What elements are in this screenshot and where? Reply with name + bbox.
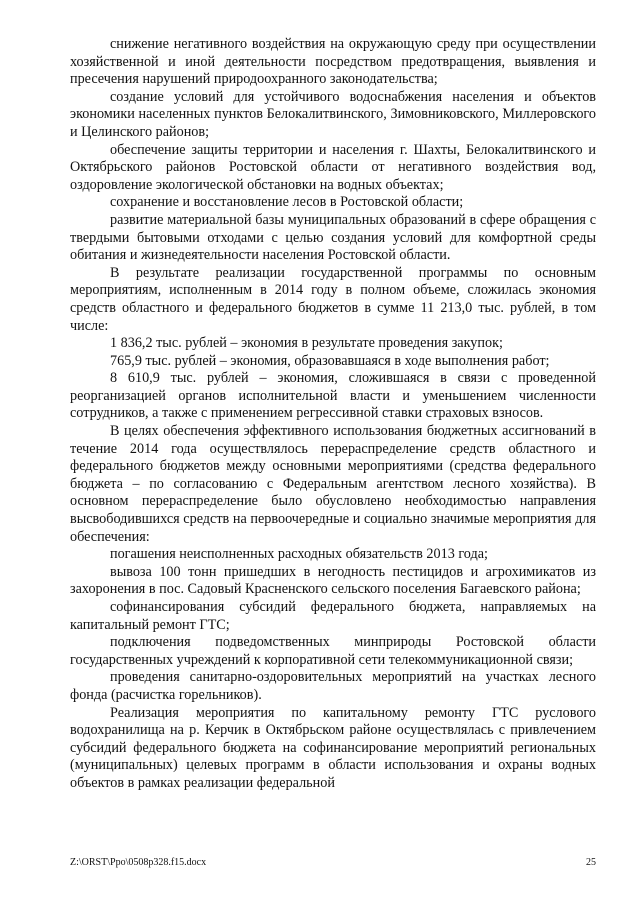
page-number: 25: [586, 857, 596, 868]
paragraph: сохранение и восстановление лесов в Ростовской области;: [110, 194, 464, 211]
paragraph: снижение негативного воздействия на окружающую среду при осуществлении хозяйственной и иной деятельности посредством предотвращения, выявления и пресечения нарушений природоохранного законодательства;: [70, 36, 596, 88]
paragraph: Реализация мероприятия по капитальному ремонту ГТС руслового водохранилища на р. Керчик в Октябрьском районе осуществлялась с привлечением субсидий федерального бюджета на софинансирование мероприятий региональных (муниципальных) целевых программ в области использования и охраны водных объектов в рамках реализации федеральной: [70, 704, 596, 791]
paragraph: проведения санитарно-оздоровительных мероприятий на участках лесного фонда (расчистка горельников).: [70, 669, 596, 703]
paragraph: вывоза 100 тонн пришедших в негодность пестицидов и агрохимикатов из захоронения в пос. Садовый Красненского сельского поселения Багаевского района;: [70, 563, 596, 598]
paragraph: В целях обеспечения эффективного использования бюджетных ассигнований в течение 2014 года осуществлялось перераспределение средств областного и федерального бюджетов между основными мероприятиями (средства федерального бюджета – по согласованию с Федеральным агентством лесного хозяйства). В основном перераспределение было обусловлено необходимостью направления высвободившихся средств на первоочередные и социально значимые мероприятия для обеспечения:: [70, 423, 596, 545]
paragraph: обеспечение защиты территории и населения г. Шахты, Белокалитвинского и Октябрьского районов Ростовской области от негативного воздействия вод, оздоровление экологической обстановки на водных объектах;: [70, 141, 596, 193]
document-body: [70, 36, 596, 793]
paragraph: 8 610,9 тыс. рублей – экономия, сложившаяся в связи с проведенной реорганизацией органов исполнительной власти и уменьшением численности сотрудников, а также с применением регрессивной ставки страховых взносов.: [70, 370, 596, 422]
paragraph: подключения подведомственных минприроды Ростовской области государственных учреждений к корпоративной сети телекоммуникационной связи;: [70, 634, 596, 668]
paragraph: создание условий для устойчивого водоснабжения населения и объектов экономики населенных пунктов Белокалитвинского, Зимовниковского, Миллеровского и Целинского районов;: [70, 88, 596, 140]
paragraph: развитие материальной базы муниципальных образований в сфере обращения с твердыми бытовыми отходами с целью создания условий для комфортной среды обитания и жизнедеятельности населения Ростовской области.: [70, 211, 596, 264]
paragraph: 765,9 тыс. рублей – экономия, образовавшаяся в ходе выполнения работ;: [110, 352, 550, 369]
paragraph: софинансирования субсидий федерального бюджета, направляемых на капитальный ремонт ГТС;: [70, 599, 596, 633]
paragraph: погашения неисполненных расходных обязательств 2013 года;: [110, 546, 488, 563]
footer-file-path: Z:\ORST\Ppo\0508p328.f15.docx: [70, 857, 207, 868]
paragraph: В результате реализации государственной программы по основным мероприятиям, исполненным в 2014 году в полном объеме, сложилась экономия средств областного и федерального бюджетов в сумме 11 213,0 тыс. рублей, в том числе:: [70, 264, 596, 334]
paragraph: 1 836,2 тыс. рублей – экономия в результате проведения закупок;: [110, 335, 503, 352]
